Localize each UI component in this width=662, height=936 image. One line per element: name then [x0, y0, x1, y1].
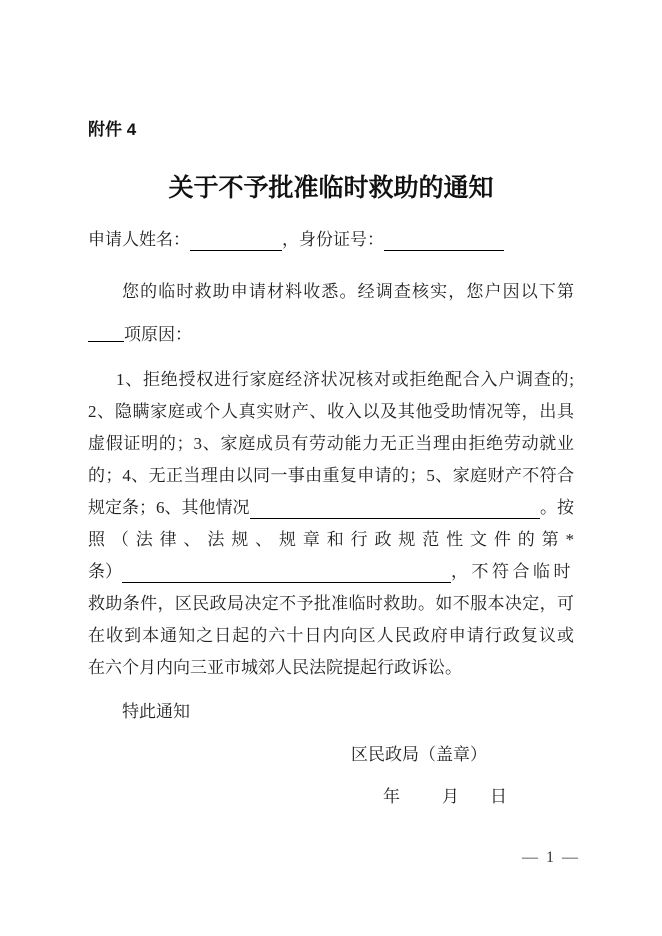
month-label: 月	[442, 787, 459, 806]
id-number-blank	[384, 246, 504, 251]
reason-line-2: 2、隐瞒家庭或个人真实财产、收入以及其他受助情况等，出具	[88, 402, 574, 421]
other-reason-blank	[250, 492, 541, 519]
date-line	[88, 781, 574, 813]
clause-suffix: ，不符合临时	[451, 562, 574, 581]
other-reason-prefix: 规定条；6、其他情况	[88, 498, 250, 517]
page-number: — 1 —	[522, 849, 580, 866]
reason-count-line	[88, 319, 574, 351]
reason-count-blank	[88, 337, 124, 342]
attachment-label: 附件 4	[88, 120, 137, 139]
applicant-line	[88, 224, 574, 256]
legal-basis-blank	[122, 556, 451, 583]
year-label: 年	[383, 787, 400, 806]
clause-prefix: 条）	[88, 562, 122, 581]
decision-line-2: 在收到本通知之日起的六十日内向区人民政府申请行政复议或	[88, 626, 574, 645]
reason-line-3: 虚假证明的；3、家庭成员有劳动能力无正当理由拒绝劳动就业	[88, 434, 574, 453]
legal-basis-line: 照（法律、法规、规章和行政规范性文件的第*	[88, 530, 574, 549]
reason-line-4: 的；4、无正当理由以同一事由重复申请的；5、家庭财产不符合	[88, 466, 574, 485]
decision-line-3: 在六个月内向三亚市城郊人民法院提起行政诉讼。	[88, 658, 462, 677]
signature-line: 区民政局（盖章）	[351, 745, 487, 764]
document-title: 关于不予批准临时救助的通知	[168, 174, 494, 202]
other-reason-suffix: 。按	[540, 498, 574, 517]
closing-line: 特此通知	[122, 702, 190, 721]
reason-line-1: 1、拒绝授权进行家庭经济状况核对或拒绝配合入户调查的;	[116, 370, 574, 389]
id-number-label: ，身份证号：	[282, 230, 384, 249]
reason-count-label: 项原因：	[124, 325, 192, 344]
day-label: 日	[490, 787, 507, 806]
intro-line-1: 您的临时救助申请材料收悉。经调查核实，您户因以下第	[122, 282, 574, 301]
decision-line-1: 救助条件，区民政局决定不予批准临时救助。如不服本决定，可	[88, 594, 574, 613]
applicant-name-blank	[190, 246, 282, 251]
applicant-name-label: 申请人姓名：	[88, 230, 190, 249]
reason-line-5	[88, 492, 574, 524]
clause-line	[88, 556, 574, 588]
